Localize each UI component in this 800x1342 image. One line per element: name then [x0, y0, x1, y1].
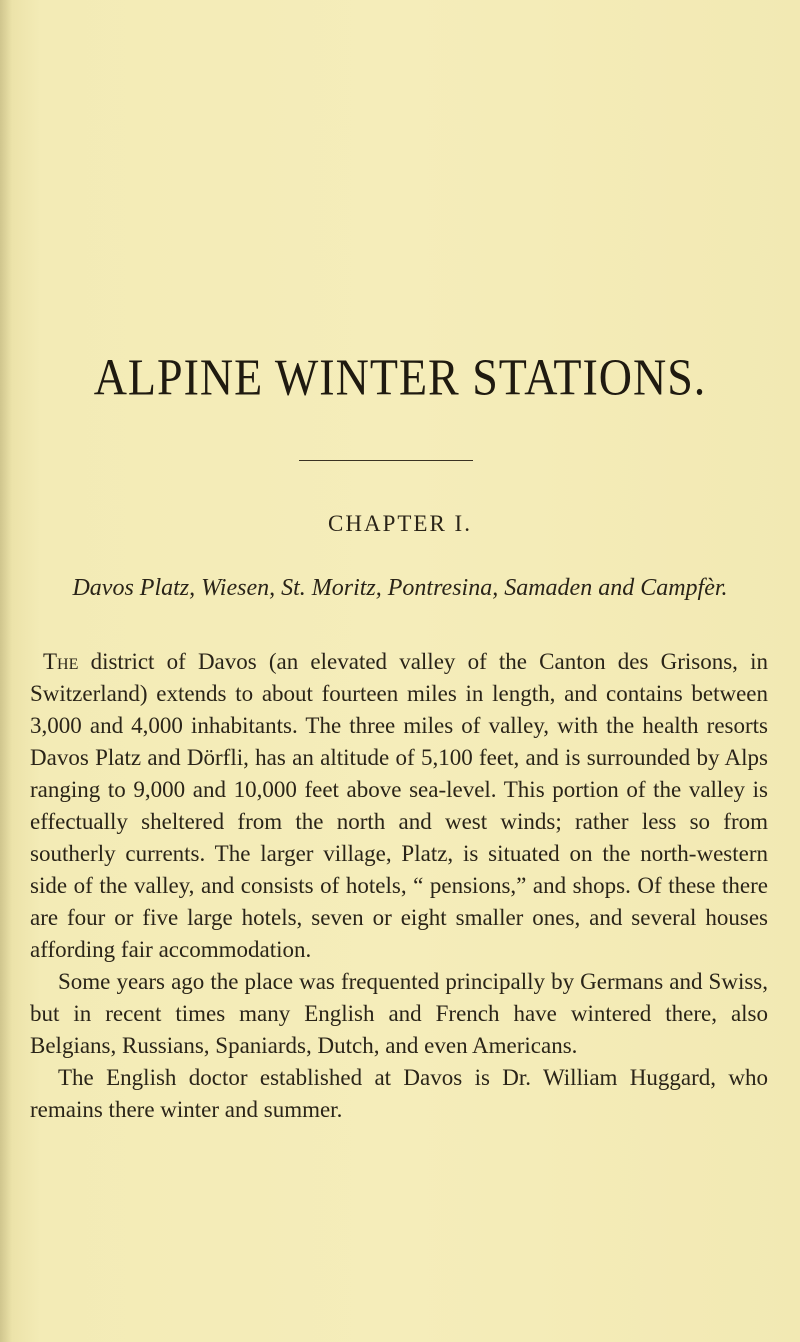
body-text: [30, 646, 768, 1126]
chapter-heading: CHAPTER I.: [328, 511, 472, 536]
page-title: ALPINE WINTER STATIONS.: [93, 348, 707, 406]
paragraph-lead-word: The: [43, 649, 79, 674]
chapter-subtitle: Davos Platz, Wiesen, St. Moritz, Pontresina, Samaden and Campfèr.: [72, 575, 728, 601]
paragraph-2: Some years ago the place was frequented principally by Germans and Swiss, but in recent times many English and French have wintered there, also Belgians, Russians, Spaniards, Dutch, and even Americans.: [30, 969, 768, 1058]
spine-shadow: [0, 0, 12, 1342]
paragraph-1-text: district of Davos (an elevated valley of the Canton des Grisons, in Switzerland) extends to about fourteen miles in length, and contains between 3,000 and 4,000 inhabitants. The three miles of valley, with the health resorts Davos Platz and Dörfli, has an altitude of 5,100 feet, and is surrounded by Alps ranging to 9,000 and 10,000 feet above sea-level. This portion of the valley is effectually sheltered from the north and west winds; rather less so from southerly currents. The larger village, Platz, is situated on the north-western side of the valley, and consists of hotels, “ pensions,” and shops. Of these there are four or five large hotels, seven or eight smaller ones, and several houses affording fair accommodation.: [30, 649, 768, 962]
paragraph-1: [30, 646, 768, 966]
title-divider: [299, 460, 473, 461]
paragraph-3: The English doctor established at Davos is Dr. William Huggard, who remains there winter and summer.: [30, 1065, 768, 1122]
